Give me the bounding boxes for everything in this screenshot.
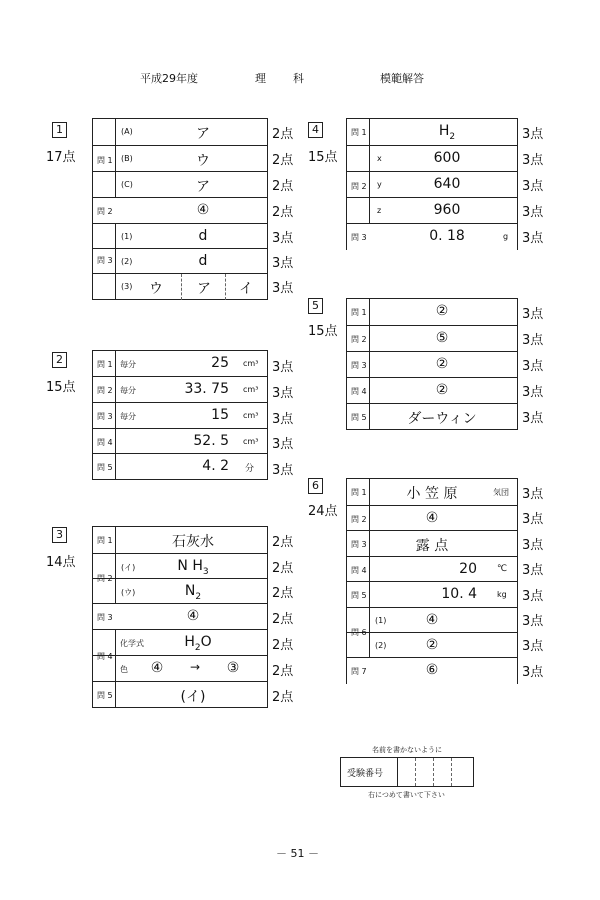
s2-q5-label: 問 5 xyxy=(97,463,113,472)
s2-pt-1: 3点 xyxy=(272,360,294,375)
s1-sub-3: (3) xyxy=(121,282,133,291)
s4-pt-5: 3点 xyxy=(522,231,544,246)
s1-q3-2-answer: d xyxy=(198,253,208,269)
s1-q1-B-answer: ウ xyxy=(196,153,210,169)
s2-pt-5: 3点 xyxy=(272,463,294,478)
s2-q3-per-min: 毎分 xyxy=(120,412,136,421)
s3-pt-6: 2点 xyxy=(272,664,294,679)
arrow-right-icon: → xyxy=(189,660,201,674)
s2-q4-answer: 52. 5 xyxy=(193,433,229,449)
section-2-number: 2 xyxy=(52,352,67,368)
section-5-points: 15点 xyxy=(308,324,338,339)
s2-q4-unit: cm³ xyxy=(243,437,259,446)
s1-pt-3: 2点 xyxy=(272,179,294,194)
header-subject-2: 科 xyxy=(293,72,304,85)
s2-q1-unit: cm³ xyxy=(243,359,259,368)
s6-sub-1: (1) xyxy=(375,616,387,625)
s1-q1-C-answer: ア xyxy=(196,179,210,195)
s2-pt-4: 3点 xyxy=(272,437,294,452)
s1-sub-2: (2) xyxy=(121,257,133,266)
s4-pt-3: 3点 xyxy=(522,179,544,194)
s3-pt-2: 2点 xyxy=(272,561,294,576)
s1-q3-3a-answer: ウ xyxy=(149,281,163,297)
section-3-table xyxy=(92,526,268,708)
s5-q2-label: 問 2 xyxy=(351,335,367,344)
s1-q3-3b-answer: ア xyxy=(197,281,211,297)
s4-pt-4: 3点 xyxy=(522,205,544,220)
s6-pt-1: 3点 xyxy=(522,487,544,502)
s4-pt-1: 3点 xyxy=(522,127,544,142)
s2-q5-unit: 分 xyxy=(245,464,255,474)
s6-q2-answer: ④ xyxy=(425,510,439,526)
s5-q4-answer: ② xyxy=(435,382,449,398)
s1-sub-B: (B) xyxy=(121,154,133,163)
s4-q3-unit: g xyxy=(503,232,509,241)
s2-pt-3: 3点 xyxy=(272,412,294,427)
section-3-points: 14点 xyxy=(46,555,76,570)
section-4-number: 4 xyxy=(308,122,323,138)
s3-q4-color-to: ③ xyxy=(226,660,240,676)
s3-q2-label: 問 2 xyxy=(97,574,113,583)
s1-pt-7: 3点 xyxy=(272,281,294,296)
s5-pt-4: 3点 xyxy=(522,385,544,400)
header-subject-1: 理 xyxy=(255,72,266,85)
s3-q4-label: 問 4 xyxy=(97,652,113,661)
s5-q3-answer: ② xyxy=(435,356,449,372)
s3-formula-label: 化学式 xyxy=(120,639,144,648)
s3-q5-label: 問 5 xyxy=(97,691,113,700)
s6-q6-1-answer: ④ xyxy=(425,612,439,628)
s4-q1-answer: $H_2$ xyxy=(438,123,456,142)
s2-q4-label: 問 4 xyxy=(97,438,113,447)
s3-q2-u-answer: $N_2$ xyxy=(184,583,202,602)
s2-q1-per-min: 毎分 xyxy=(120,360,136,369)
s1-q1-A-answer: ア xyxy=(196,126,210,142)
exam-note-top: 名前を書かないように xyxy=(372,746,442,754)
s1-q2-answer: ④ xyxy=(196,202,210,218)
s4-q2-x-answer: 600 xyxy=(433,150,461,166)
s3-sub-i: (イ) xyxy=(121,563,136,572)
s4-sub-y: y xyxy=(377,180,382,189)
s3-q1-answer: 石灰水 xyxy=(172,534,214,550)
s3-q2-i-answer: N $H_3$ xyxy=(177,558,209,577)
s6-q5-label: 問 5 xyxy=(351,591,367,600)
s6-q7-label: 問 7 xyxy=(351,667,367,676)
section-2-points: 15点 xyxy=(46,380,76,395)
s1-pt-2: 2点 xyxy=(272,153,294,168)
s6-q3-answer: 露 点 xyxy=(415,538,449,554)
s2-q2-unit: cm³ xyxy=(243,385,259,394)
s2-q2-label: 問 2 xyxy=(97,386,113,395)
s2-q3-answer: 15 xyxy=(211,407,229,423)
s6-pt-8: 3点 xyxy=(522,665,544,680)
s1-q3-1-answer: d xyxy=(198,228,208,244)
s5-q1-answer: ② xyxy=(435,303,449,319)
s6-q1-label: 問 1 xyxy=(351,488,367,497)
s5-q1-label: 問 1 xyxy=(351,308,367,317)
s3-pt-4: 2点 xyxy=(272,612,294,627)
section-3-number: 3 xyxy=(52,527,67,543)
s1-pt-6: 3点 xyxy=(272,256,294,271)
s5-pt-5: 3点 xyxy=(522,411,544,426)
s3-pt-5: 2点 xyxy=(272,638,294,653)
s1-pt-1: 2点 xyxy=(272,127,294,142)
s3-pt-3: 2点 xyxy=(272,586,294,601)
s6-q7-answer: ⑥ xyxy=(425,662,439,678)
section-4-table xyxy=(346,118,518,250)
s5-q4-label: 問 4 xyxy=(351,387,367,396)
s1-pt-5: 3点 xyxy=(272,231,294,246)
header-year: 平成29年度 xyxy=(140,72,198,85)
s6-q5-unit: kg xyxy=(497,590,507,599)
s5-q2-answer: ⑤ xyxy=(435,330,449,346)
exam-note-bottom: 右につめて書いて下さい xyxy=(368,791,445,799)
s3-q3-label: 問 3 xyxy=(97,613,113,622)
s6-q4-answer: 20 xyxy=(459,561,477,577)
s2-q1-label: 問 1 xyxy=(97,360,113,369)
s6-q2-label: 問 2 xyxy=(351,515,367,524)
s1-sub-A: (A) xyxy=(121,127,133,136)
s6-pt-6: 3点 xyxy=(522,614,544,629)
s1-pt-4: 2点 xyxy=(272,205,294,220)
s4-q2-label: 問 2 xyxy=(351,182,367,191)
s2-q3-label: 問 3 xyxy=(97,412,113,421)
section-6-table xyxy=(346,478,518,684)
section-5-number: 5 xyxy=(308,298,323,314)
section-6-number: 6 xyxy=(308,478,323,494)
s5-pt-1: 3点 xyxy=(522,307,544,322)
s4-sub-x: x xyxy=(377,154,382,163)
s6-pt-4: 3点 xyxy=(522,563,544,578)
s3-q4-color-from: ④ xyxy=(150,660,164,676)
s6-q4-unit: ℃ xyxy=(497,564,508,574)
s2-q1-answer: 25 xyxy=(211,355,229,371)
s6-pt-3: 3点 xyxy=(522,538,544,553)
s3-q1-label: 問 1 xyxy=(97,536,113,545)
s2-q2-per-min: 毎分 xyxy=(120,386,136,395)
s6-q1-answer: 小 笠 原 xyxy=(406,486,458,502)
s3-pt-7: 2点 xyxy=(272,690,294,705)
s2-pt-2: 3点 xyxy=(272,386,294,401)
s1-q2-label: 問 2 xyxy=(97,207,113,216)
s5-q3-label: 問 3 xyxy=(351,361,367,370)
exam-number-box xyxy=(340,757,474,787)
s4-q2-y-answer: 640 xyxy=(433,176,461,192)
s6-pt-7: 3点 xyxy=(522,639,544,654)
section-5-table xyxy=(346,298,518,430)
header-title: 模範解答 xyxy=(380,72,424,85)
exam-number-label: 受験番号 xyxy=(347,769,384,779)
section-1-number: 1 xyxy=(52,122,67,138)
s6-q6-2-answer: ② xyxy=(425,637,439,653)
section-1-table xyxy=(92,118,268,300)
s4-pt-2: 3点 xyxy=(522,153,544,168)
s3-q4-formula-answer: $H_2O$ xyxy=(184,634,212,653)
s6-q4-label: 問 4 xyxy=(351,566,367,575)
section-2-table xyxy=(92,350,268,480)
s3-q5-answer: (イ) xyxy=(180,689,206,705)
s2-q2-answer: 33. 75 xyxy=(184,381,229,397)
s6-q1-unit: 気団 xyxy=(493,488,509,497)
s6-q5-answer: 10. 4 xyxy=(441,586,477,602)
s6-q6-label: 問 6 xyxy=(351,628,367,637)
s6-pt-5: 3点 xyxy=(522,589,544,604)
s3-color-label: 色 xyxy=(120,665,128,674)
s4-q1-label: 問 1 xyxy=(351,128,367,137)
section-6-points: 24点 xyxy=(308,504,338,519)
s2-q5-answer: 4. 2 xyxy=(202,458,229,474)
s5-q5-answer: ダーウィン xyxy=(407,411,477,427)
s4-sub-z: z xyxy=(377,206,382,215)
s5-pt-3: 3点 xyxy=(522,359,544,374)
page-number: － 51 － xyxy=(276,847,319,860)
s3-sub-u: (ウ) xyxy=(121,588,136,597)
s1-sub-C: (C) xyxy=(121,180,133,189)
s4-q3-label: 問 3 xyxy=(351,233,367,242)
s5-q5-label: 問 5 xyxy=(351,413,367,422)
s6-q3-label: 問 3 xyxy=(351,540,367,549)
s6-pt-2: 3点 xyxy=(522,512,544,527)
s1-q3-3c-answer: イ xyxy=(239,281,253,297)
s4-q3-answer: 0. 18 xyxy=(429,228,465,244)
s5-pt-2: 3点 xyxy=(522,333,544,348)
s2-q3-unit: cm³ xyxy=(243,411,259,420)
s1-q1-label: 問 1 xyxy=(97,156,113,165)
section-1-points: 17点 xyxy=(46,150,76,165)
s4-q2-z-answer: 960 xyxy=(433,202,461,218)
s1-sub-1: (1) xyxy=(121,232,133,241)
s6-sub-2: (2) xyxy=(375,641,387,650)
section-4-points: 15点 xyxy=(308,150,338,165)
s1-q3-label: 問 3 xyxy=(97,256,113,265)
s3-q3-answer: ④ xyxy=(186,608,200,624)
s3-pt-1: 2点 xyxy=(272,535,294,550)
